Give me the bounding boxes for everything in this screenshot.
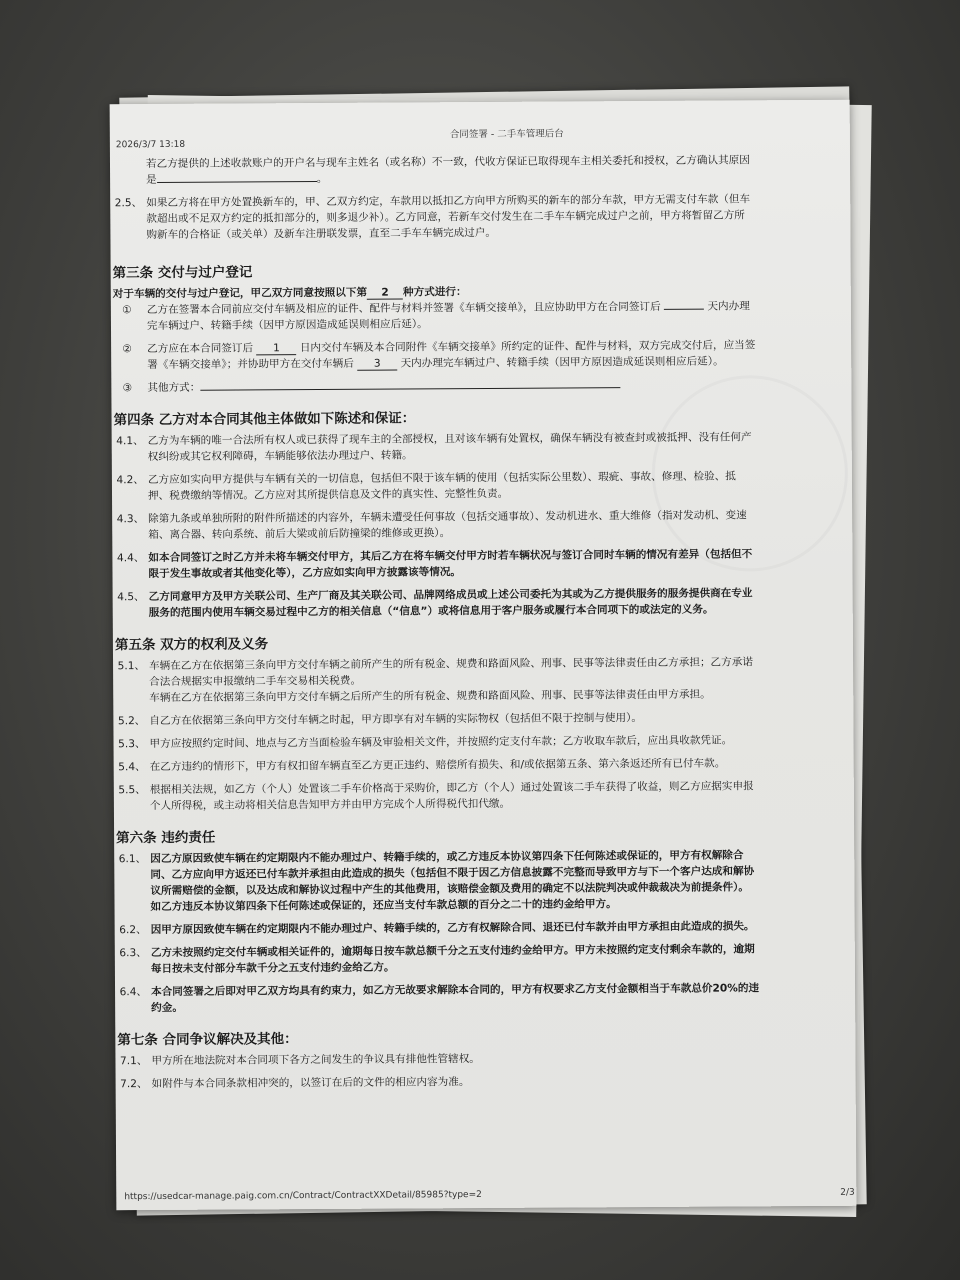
clause-line: 车辆在乙方在依据第三条向甲方交付车辆之后所产生的所有税金、规费和路面风险、刑事、民事等法律责任由甲方承担。 [149,688,711,705]
clause-line: 除第九条或单独所附的附件所描述的内容外，车辆未遭受任何事故（包括交通事故）、发动机进水、重大维修（指对发动机、变速 [148,509,747,526]
clause-line: 如果乙方将在甲方处置换新车的，甲、乙双方约定，车款用以抵扣乙方向甲方所购买的新车的部分车款，甲方无需支付车款（但车 [146,193,751,210]
transfer-days: 3 [357,358,397,371]
clause-line: 根据相关法规，如乙方（个人）处置该二手车价格高于采购价，即乙方（个人）通过处置该二手车获得了收益，则乙方应据实申报 [149,780,754,797]
option-number: ② [122,343,132,356]
account-blank [157,181,317,183]
option-number: ① [122,304,132,317]
intro-line: 若乙方提供的上述收款账户的开户名与现车主姓名（或名称）不一致，代收方保证已取得现车主相关委托和授权，乙方确认其原因 [145,154,750,171]
clause-line: 个人所得税，或主动将相关信息告知甲方并由甲方完成个人所得税代扣代缴。 [149,797,511,813]
other-method-blank [200,387,620,391]
clause-number: 5.4、 [118,761,146,774]
clause-7-2 [116,1072,856,1093]
clause-line: 款超出或不足双方约定的抵扣部分的，则多退少补）。乙方同意，若新车交付发生在二手车车辆完成过户之前，甲方将暂留乙方所 [146,209,745,226]
method-choice: 2 [367,286,403,299]
option-3 [111,376,851,397]
clause-line: 每日按未支付部分车款千分之五支付违约金给乙方。 [150,961,395,976]
option-line: 完车辆过户、转籍手续（因甲方原因造成延误则相应后延）。 [146,318,428,333]
clause-line: 乙方为车辆的唯一合法所有权人或已获得了现车主的全部授权，且对该车辆有处置权，确保车辆没有被查封或被抵押、没有任何产 [147,431,752,448]
clause-6-4 [115,980,855,1017]
option-text: 天内办理完车辆过户、转籍手续（因甲方原因造成延误则相应后延）。 [400,355,724,370]
clause-number: 2.5、 [114,197,143,210]
delivery-days: 1 [256,342,296,355]
clause-line: 乙方未按照约定交付车辆或相关证件的，逾期每日按车款总额千分之五支付违约金给甲方。甲方未按照约定支付剩余车款的，逾期 [150,943,755,960]
clause-line: 同、乙方应向甲方返还已付车款并承担由此造成的损失（包括但不限于因乙方信息披露不完整而导致甲方与下一个客户达成和解协 [150,865,755,882]
clause-6-3 [115,941,855,978]
clause-number: 4.1、 [116,435,144,448]
clause-4-3 [112,507,852,544]
clause-number: 4.3、 [116,513,145,526]
contract-page [110,100,857,1210]
clause-number: 5.2、 [117,715,146,728]
page-url: https://usedcar-manage.paig.com.cn/Contract/ContractXXDetail/85985?type=2 [124,1190,482,1203]
clause-line: 如本合同签订之时乙方并未将车辆交付甲方，其后乙方在将车辆交付甲方时若车辆状况与签订合同时车辆的情况有差异（包括但不 [148,548,753,565]
option-text: 乙方在签署本合同前应交付车辆及相应的证件、配件与材料并签署《车辆交接单》，且应协助甲方在合同签订后 [146,300,661,317]
option-number: ③ [122,382,133,395]
clause-number: 5.3、 [118,738,146,751]
clause-number: 4.4、 [116,552,145,565]
contract-body [110,152,856,1093]
clause-number: 6.4、 [119,986,148,999]
clause-6-1 [114,847,854,916]
option-text: 日内交付车辆及本合同附件《车辆交接单》所约定的证件、配件与材料，双方完成交付后，应当签 [299,339,756,355]
section-5-title: 第五条 双方的权利及义务 [114,636,269,654]
section-6-title: 第六条 违约责任 [116,829,216,847]
clause-number: 7.1、 [119,1055,148,1068]
clause-line: 在乙方违约的情形下，甲方有权扣留车辆直至乙方更正违约、赔偿所有损失、和/或依据第五条、第六条返还所有已付车款。 [149,757,726,774]
clause-number: 7.2、 [120,1078,148,1091]
clause-line: 箱、离合器、转向系统、前后大梁或前后防撞梁的维修或更换）。 [148,527,451,542]
clause-line: 合法合规据实申报缴纳二手车交易相关税费。 [149,674,362,689]
clause-line: 购新车的合格证（或关单）及新车注册联发票，直至二手车车辆完成过户。 [146,226,497,242]
clause-line: 本合同签署之后即对甲乙双方均具有约束力，如乙方无故要求解除本合同的，甲方有权要求乙方支付金额相当于车款总价20%的违 [151,982,760,999]
clause-line: 如乙方违反本协议第四条下任何陈述或保证的，还应当支付车款总额的百分之二十的违约金给甲方。 [150,898,617,914]
option-line [147,376,831,396]
days-blank [664,309,704,310]
clause-line: 因甲方原因致使车辆在约定期限内不能办理过户、转籍手续的，乙方有权解除合同、退还已付车款并由甲方承担由此造成的损失。 [150,920,755,937]
clause-line: 车辆在乙方在依据第三条向甲方交付车辆之前所产生的所有税金、规费和路面风险、刑事、民事等法律责任由乙方承担；乙方承诺 [149,656,753,673]
clause-number: 4.5、 [117,591,145,604]
intro-text-end: 种方式进行： [402,286,467,299]
clause-line: 如附件与本合同条款相冲突的，以签订在后的文件的相应内容为准。 [151,1076,470,1091]
section-3-title: 第三条 交付与过户登记 [112,264,253,282]
clause-line: 乙方同意甲方及甲方关联公司、生产厂商及其关联公司、品牌网络成员或上述公司委托为其或为乙方提供服务的服务提供商在专业 [148,587,753,604]
clause-number: 6.3、 [119,947,147,960]
option-text: 天内办理 [707,300,750,313]
clause-line: 乙方应如实向甲方提供与车辆有关的一切信息，包括但不限于该车辆的使用（包括实际公里数）、瑕疵、事故、修理、检验、抵 [147,470,736,487]
clause-4-5 [113,585,853,622]
clause-line: 议所需赔偿的金额，以及达成和解协议过程中产生的其他费用，该赔偿金额及费用的确定不以法院判决或仲裁裁决为前提条件）。 [150,881,750,898]
clause-4-4 [112,546,852,583]
clause-4-1 [112,429,852,466]
clause-5-1 [113,654,853,707]
section-4-title: 第四条 乙方对本合同其他主体做如下陈述和保证： [113,410,416,429]
clause-number: 6.2、 [119,924,147,937]
clause-line: 押、税费缴纳等情况。乙方应对其所提供信息及文件的真实性、完整性负责。 [147,487,509,503]
intro-label: 是 [146,173,157,187]
clause-number: 6.1、 [118,853,147,866]
clause-2-5 [110,191,850,244]
intro-end: 。 [316,172,328,186]
clause-number: 4.2、 [116,474,144,487]
clause-line: 因乙方原因致使车辆在约定期限内不能办理过户、转籍手续的，或乙方违反本协议第四条下任何陈述或保证的，甲方有权解除合 [150,849,744,866]
clause-line: 限于发生事故或者其他变化等），乙方应如实向甲方披露该等情况。 [148,566,462,581]
clause-4-2 [112,468,852,505]
section-7-title: 第七条 合同争议解决及其他： [117,1031,298,1049]
option-text: 其他方式： [147,381,201,395]
clause-number: 5.5、 [118,784,146,797]
clause-line: 服务的范围内使用车辆交易过程中乙方的相关信息（“信息”）或将信息用于客户服务或履行本合同项下的或法定的义务。 [148,603,714,620]
clause-5-5 [114,778,854,815]
clause-line: 自乙方在依据第三条向甲方交付车辆之时起，甲方即享有对车辆的实际物权（包括但不限于控制与使用）。 [149,712,643,728]
clause-number: 5.1、 [117,660,146,673]
clause-line: 权纠纷或其它权利障碍，车辆能够依法办理过户、转籍。 [147,449,413,464]
option-text: 署《车辆交接单》；并协助甲方在交付车辆后 [147,357,354,372]
option-2 [111,337,851,374]
clause-line: 甲方所在地法院对本合同项下各方之间发生的争议具有排他性管辖权。 [151,1053,480,1068]
print-date: 2026/3/7 13:18 [115,139,186,151]
page-number: 2/3 [840,1187,855,1198]
print-title: 合同签署 - 二手车管理后台 [449,128,564,141]
intro-text: 对于车辆的交付与过户登记，甲乙双方同意按照以下第 [112,286,368,301]
clause-line: 约金。 [151,1001,183,1015]
option-text: 乙方应在本合同签订后 [147,342,254,356]
option-1 [111,298,851,335]
clause-line: 甲方应按照约定时间、地点与乙方当面检验车辆及审验相关文件，并按照约定支付车款；乙方收取车款后，应出具收款凭证。 [149,734,733,751]
